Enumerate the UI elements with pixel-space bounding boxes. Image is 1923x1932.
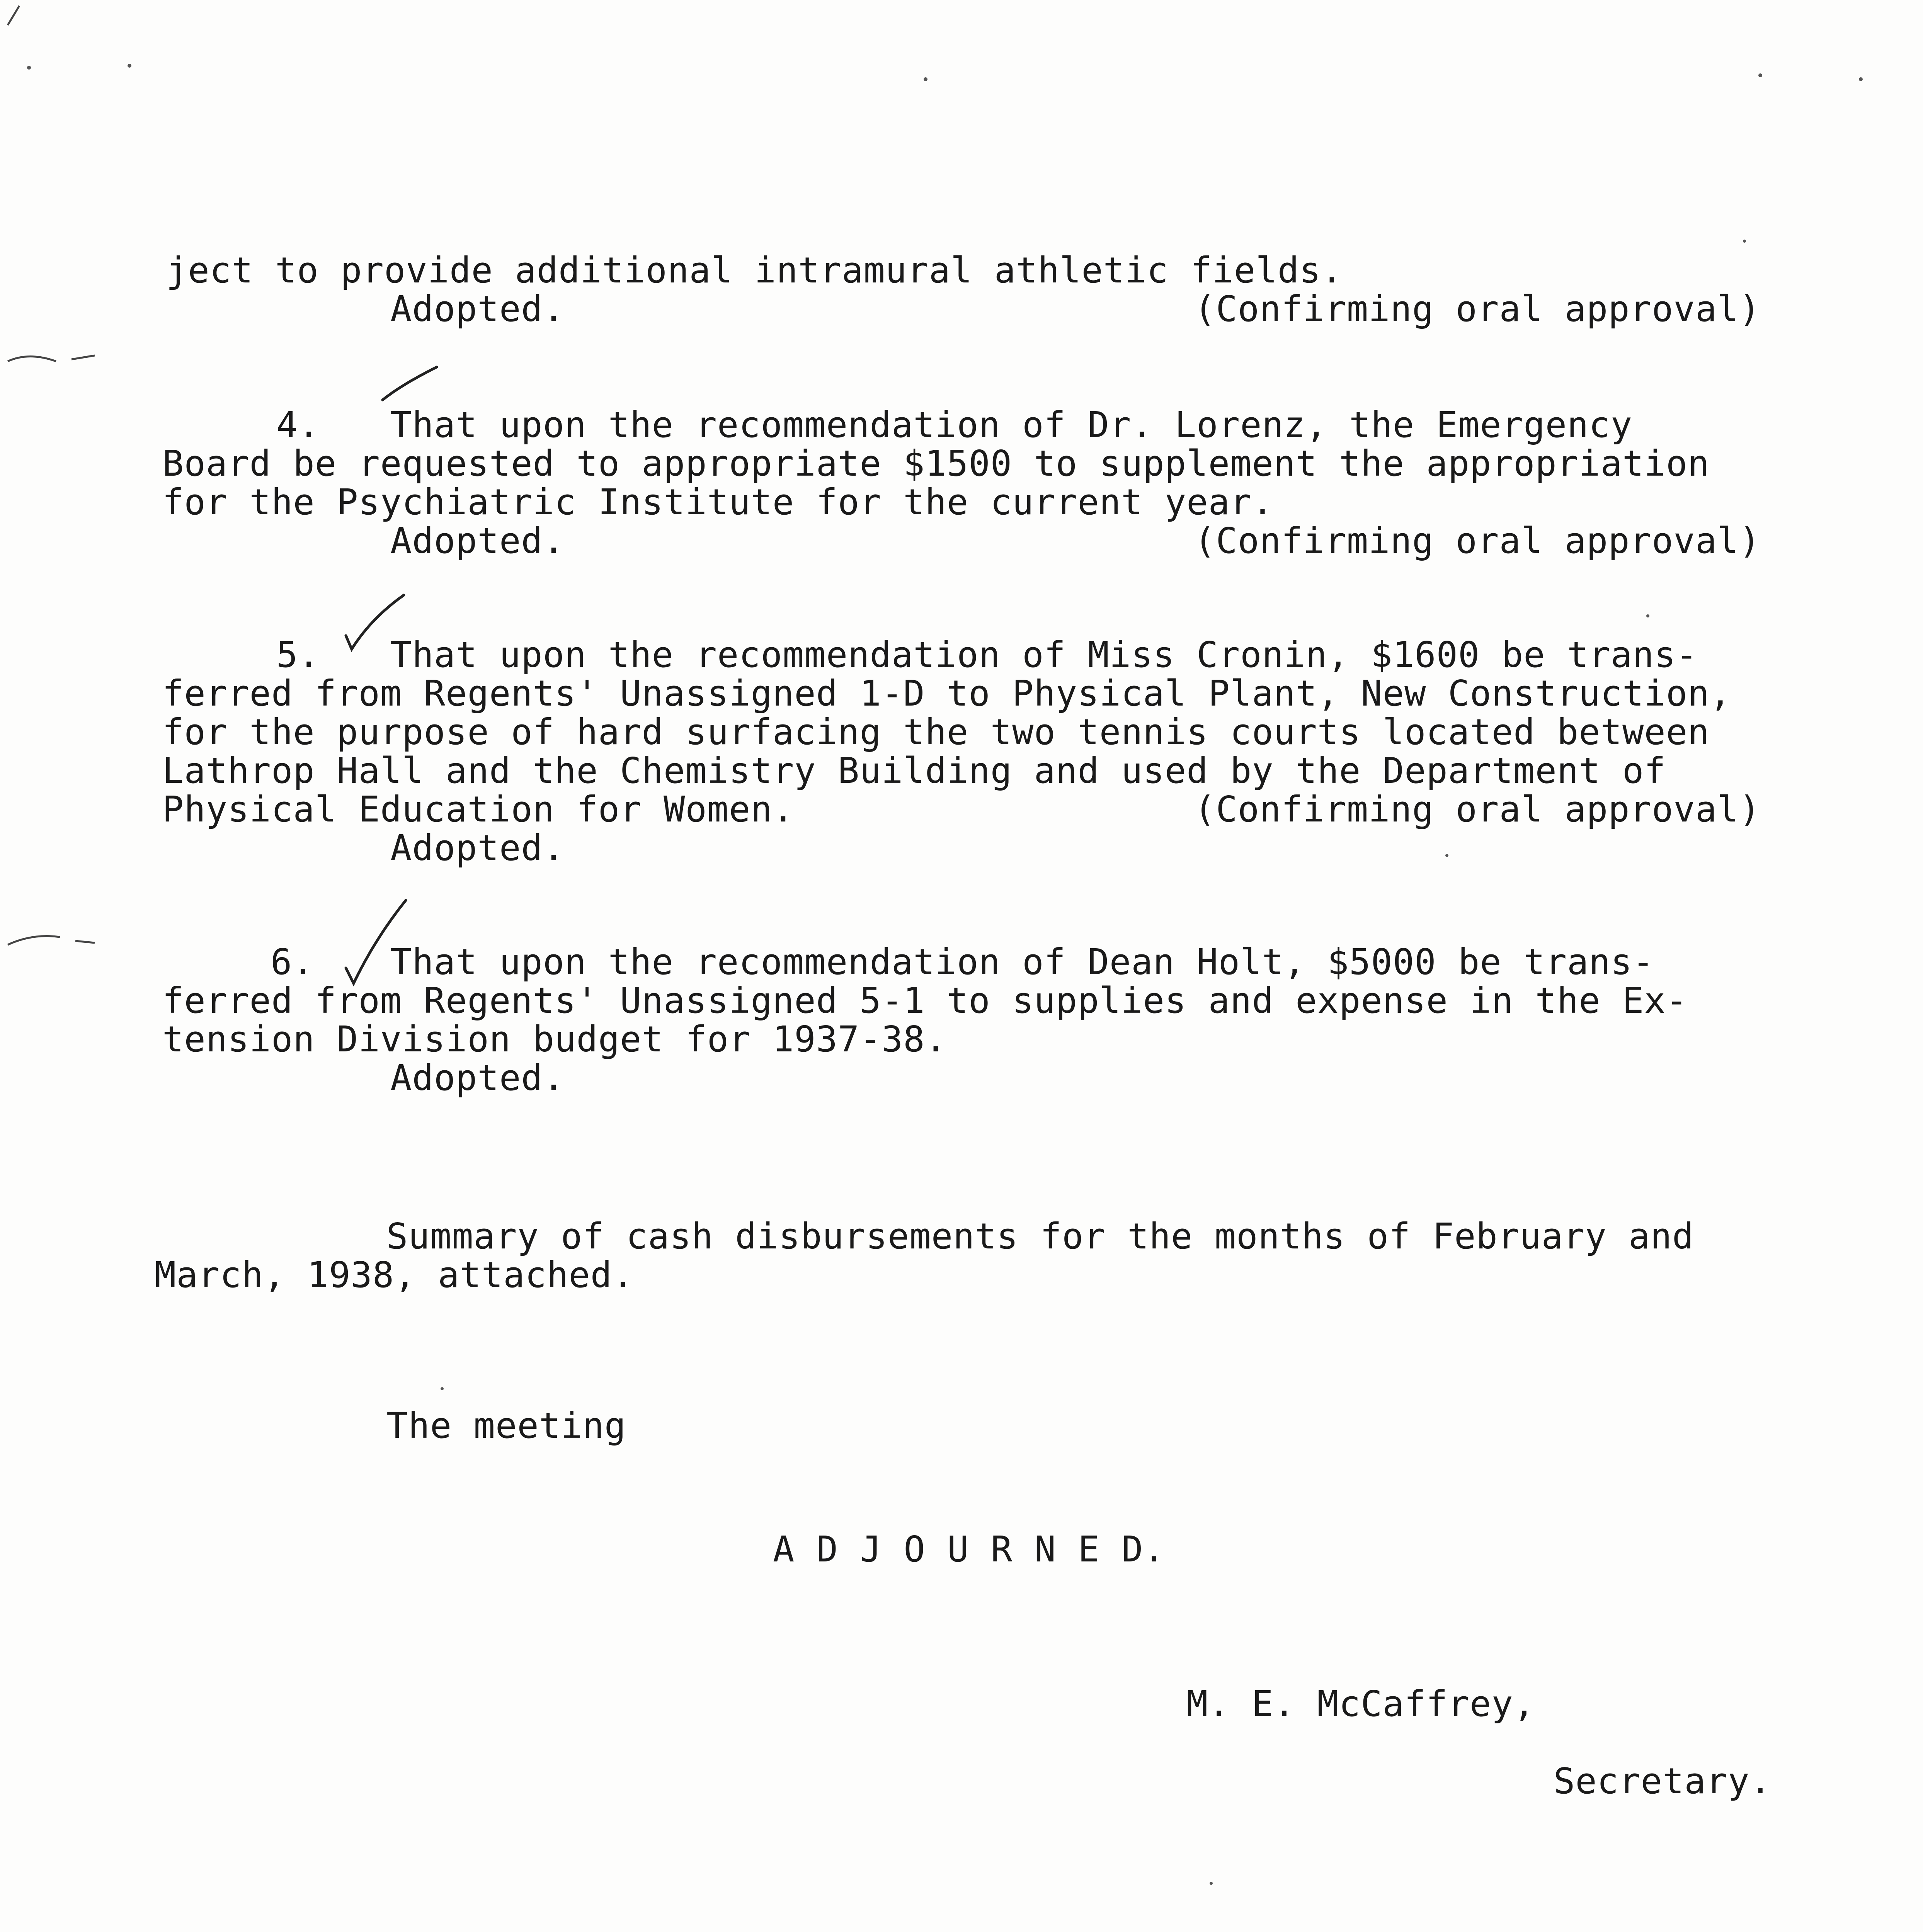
item-4-line-1: That upon the recommendation of Dr. Lorenz, the Emergency bbox=[390, 404, 1633, 446]
item-4-line-2: Board be requested to appropriate $1500 to supplement the appropriation bbox=[162, 443, 1710, 484]
scan-speck bbox=[1210, 1882, 1213, 1885]
checkmark-icon bbox=[379, 363, 441, 406]
margin-mark bbox=[6, 927, 99, 951]
scan-speck bbox=[441, 1387, 444, 1390]
scan-speck bbox=[1646, 614, 1649, 617]
continuation-note: (Confirming oral approval) bbox=[1194, 288, 1761, 330]
continuation-text: ject to provide additional intramural athletic fields. bbox=[166, 250, 1343, 291]
item-5-status: Adopted. bbox=[390, 827, 565, 869]
item-5-line-4: Lathrop Hall and the Chemistry Building and used by the Department of bbox=[162, 750, 1666, 791]
scan-speck bbox=[1859, 77, 1863, 81]
item-5-number: 5. bbox=[276, 634, 320, 675]
scan-speck bbox=[1758, 73, 1762, 77]
item-5-note: (Confirming oral approval) bbox=[1194, 789, 1761, 830]
margin-mark bbox=[6, 348, 99, 367]
summary-line-1: Summary of cash disbursements for the months of February and bbox=[386, 1216, 1694, 1257]
signature-name: M. E. McCaffrey, bbox=[1186, 1683, 1535, 1725]
item-6-line-2: ferred from Regents' Unassigned 5-1 to supplies and expense in the Ex- bbox=[162, 980, 1688, 1021]
item-6-line-3: tension Division budget for 1937-38. bbox=[162, 1019, 947, 1060]
adjourned-text: A D J O U R N E D. bbox=[773, 1529, 1165, 1570]
summary-line-2: March, 1938, attached. bbox=[155, 1254, 634, 1296]
signature-title: Secretary. bbox=[1554, 1760, 1772, 1802]
item-6-number: 6. bbox=[271, 941, 314, 983]
item-5-line-1: That upon the recommendation of Miss Cronin, $1600 be trans- bbox=[390, 634, 1698, 675]
scan-speck bbox=[924, 77, 927, 81]
item-4-line-3: for the Psychiatric Institute for the current year. bbox=[162, 481, 1274, 523]
item-6-status: Adopted. bbox=[390, 1057, 565, 1099]
item-5-line-5: Physical Education for Women. bbox=[162, 789, 795, 830]
scan-speck bbox=[1445, 854, 1448, 857]
item-4-number: 4. bbox=[276, 404, 320, 446]
item-4-note: (Confirming oral approval) bbox=[1194, 520, 1761, 561]
continuation-status: Adopted. bbox=[390, 288, 565, 330]
closing-text: The meeting bbox=[386, 1405, 626, 1446]
item-5-line-3: for the purpose of hard surfacing the two tennis courts located between bbox=[162, 711, 1710, 753]
margin-mark bbox=[6, 4, 21, 27]
scan-speck bbox=[128, 64, 131, 68]
scan-speck bbox=[27, 66, 31, 70]
scan-speck bbox=[1743, 240, 1746, 243]
item-6-line-1: That upon the recommendation of Dean Holt, $5000 be trans- bbox=[390, 941, 1654, 983]
item-5-line-2: ferred from Regents' Unassigned 1-D to Physical Plant, New Construction, bbox=[162, 673, 1731, 714]
item-4-status: Adopted. bbox=[390, 520, 565, 561]
